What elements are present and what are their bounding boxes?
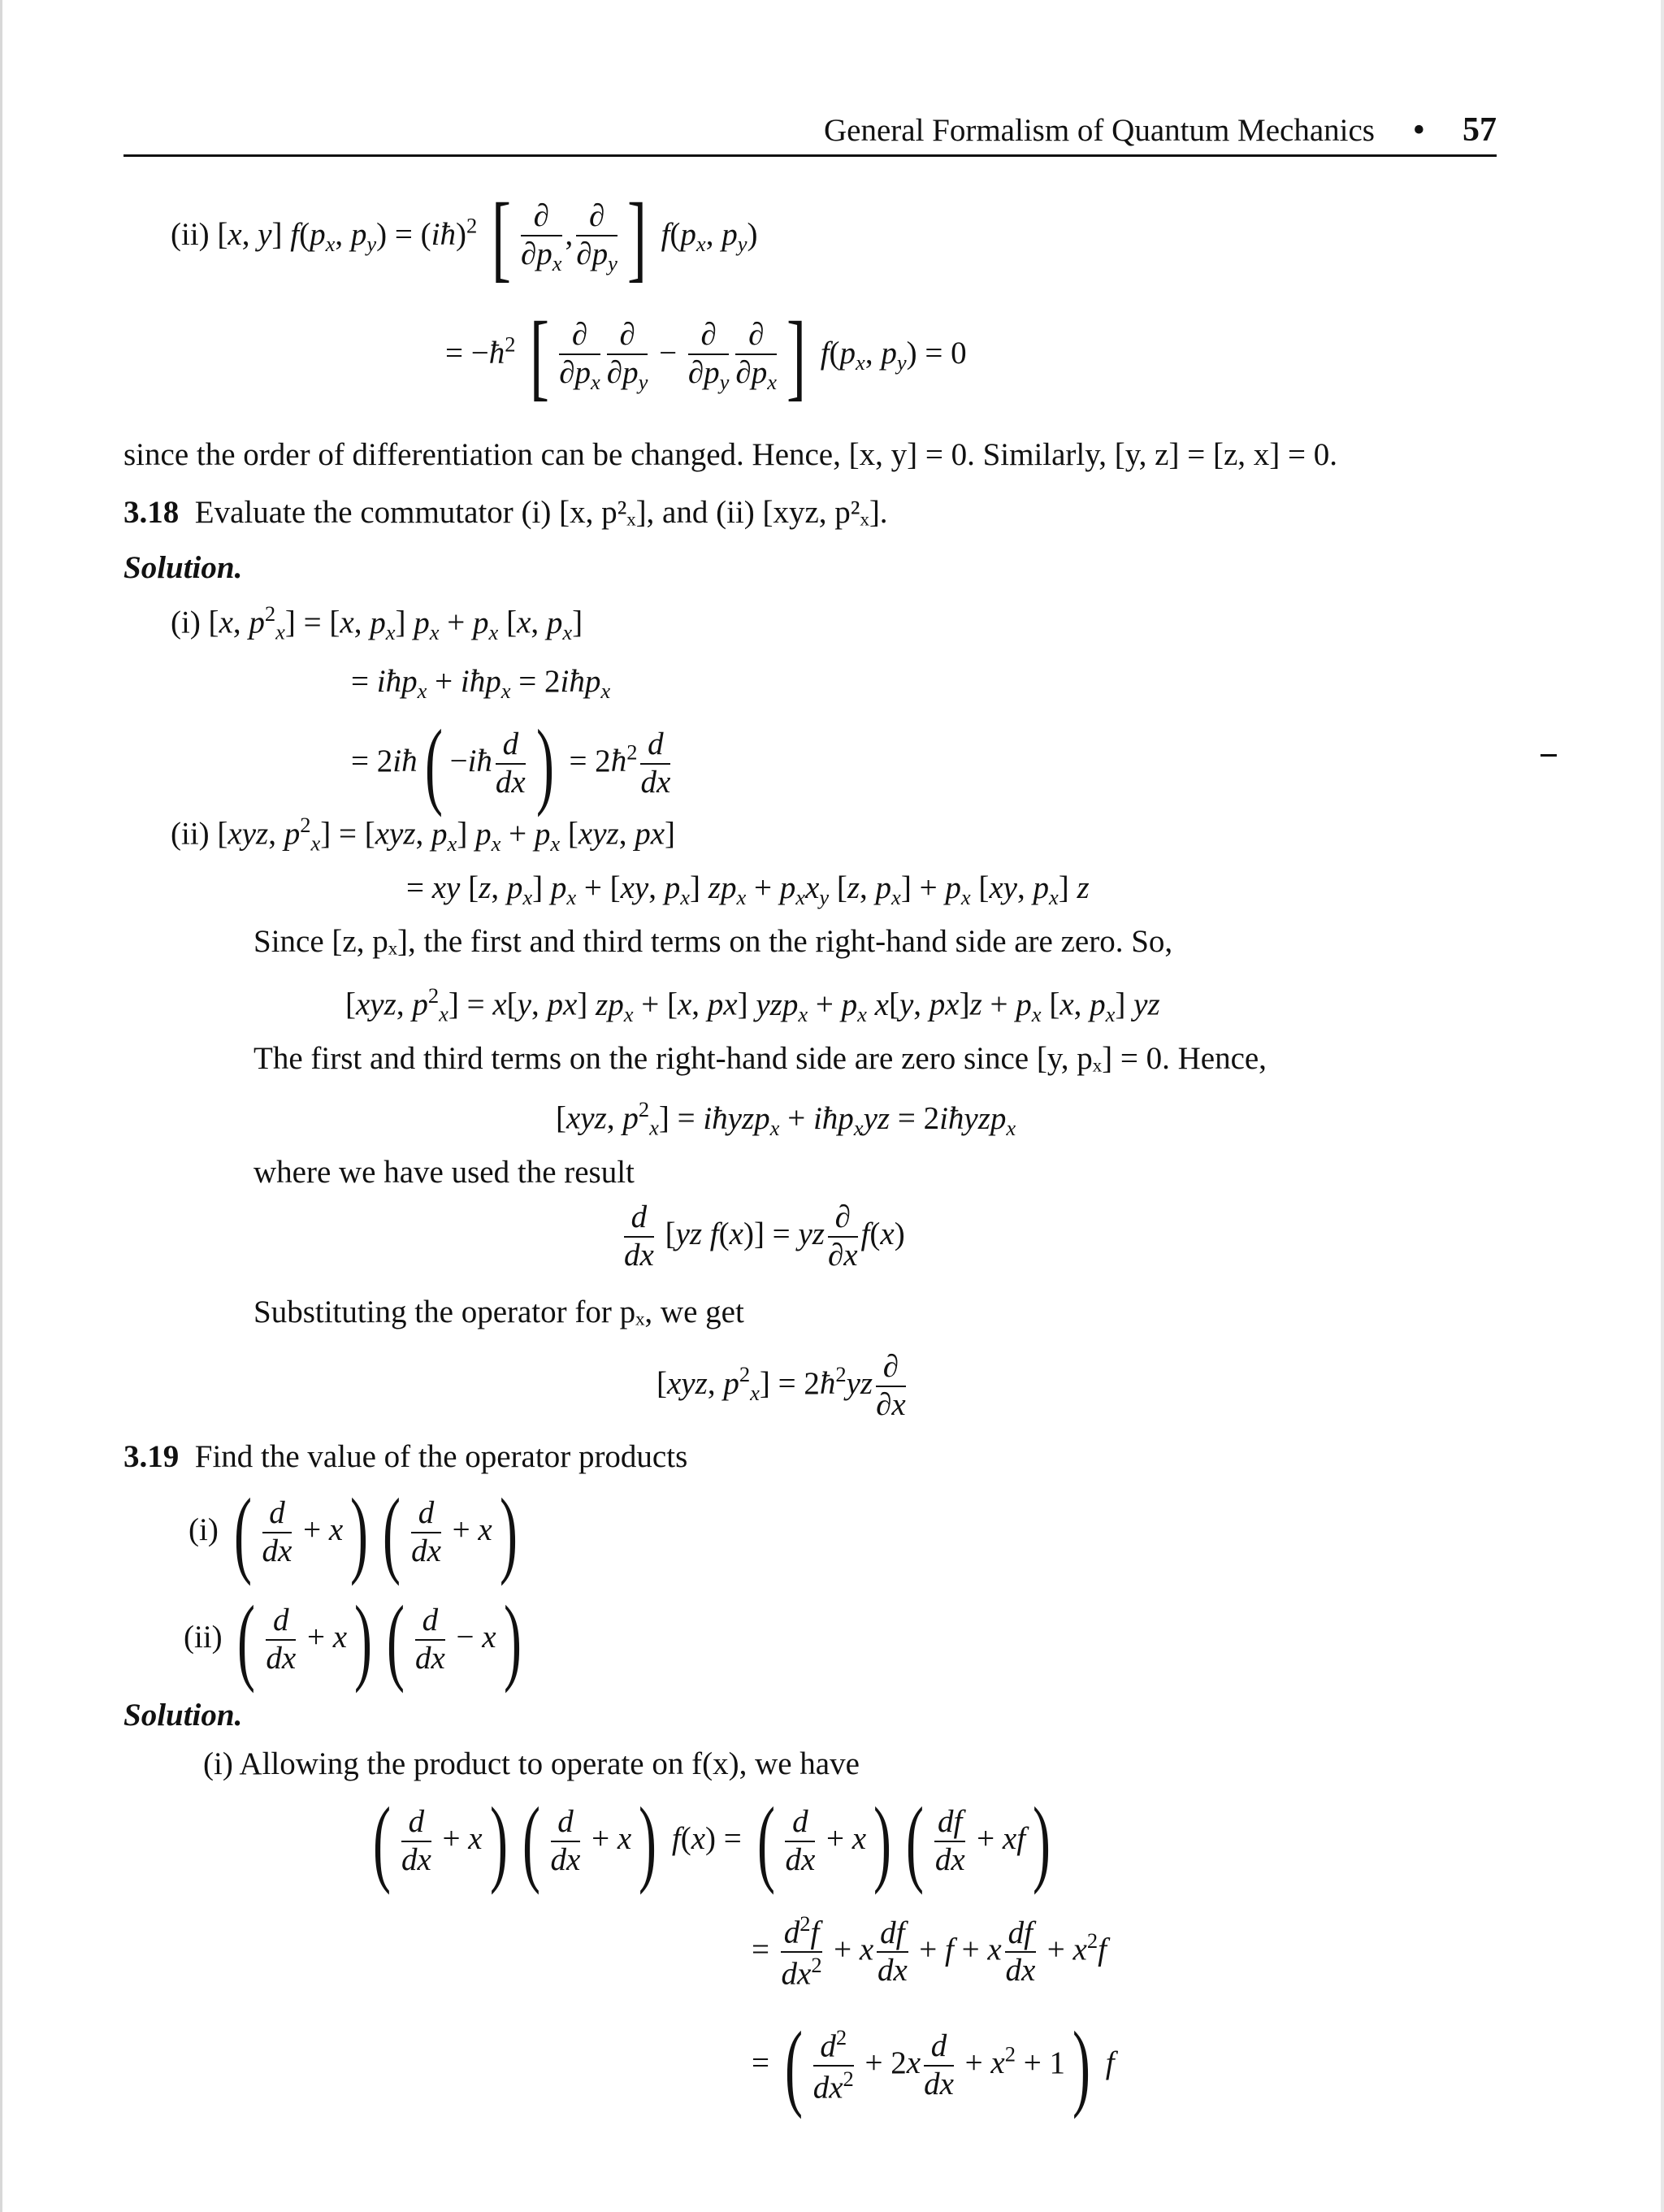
allowing-line: (i) Allowing the product to operate on f(x), we have — [203, 1746, 860, 1781]
page-number: 57 — [1462, 111, 1497, 149]
problem-number: 3.18 — [124, 495, 180, 530]
problem-3-19-heading — [124, 1438, 687, 1475]
first-third-line: The first and third terms on the right-hand side are zero since [y, pₓ] = 0. Hence, — [254, 1041, 1267, 1076]
since-line: Since [z, pₓ], the first and third terms on the right-hand side are zero. So, — [254, 924, 1173, 959]
equation-product-i-step3: = ( $\frac{d^2}{dx^2}$ + 2x $\frac{d}{dx}$ + $x^2 + 1$) f — [752, 2011, 1115, 2119]
intro-sentence: since the order of differentiation can be changed. Hence, [x, y] = 0. Similarly, [y, z] = [z, x] = 0. — [124, 437, 1337, 472]
solution-label-3-18: Solution. — [124, 550, 243, 585]
header-bullet: • — [1412, 110, 1425, 150]
operator-product-i: (i) ( $\frac{d}{dx}$ + x) ( $\frac{d}{dx}$ + x) — [188, 1478, 518, 1586]
page-right-edge — [1661, 0, 1664, 2212]
equation-product-i-step2: = $\frac{d^2f}{dx^2}$ + x $\frac{df}{dx}$ + f + x $\frac{df}{dx}$ + $x^2f$ — [752, 1911, 1107, 1992]
equation-derivative-identity: $\frac{d}{dx}$ [yz f(x)] = yz $\frac{\partial}{\partial x}$ f(x) — [624, 1199, 905, 1273]
equation-xy-commutator: (ii) [x, y] $f(p_x$, $p_y$) = (iħ)$^2$ [ $\frac{\partial}{\partial p_x}$ , $\frac{\partial}{\partial p_y}$ ] $f(p_x$, $p_y$) — [171, 183, 758, 291]
equation-xyz-second: [xyz, $p^2_x] = x[y$, px] $zp_x + [x$, px] $yzp_x + p_x$ x[y, $px]z + p_x$ [x, $p_x$] yz — [345, 983, 1160, 1026]
equation-x-px2: (i) [x, $p^2_x] = [x$, $p_x$] $p_x + p_x$ [x, $p_x$] — [171, 601, 583, 644]
problem-3-18-heading — [124, 494, 888, 531]
problem-number: 3.19 — [124, 1439, 180, 1474]
substituting-line: Substituting the operator for pₓ, we get — [254, 1295, 744, 1329]
equation-xy-expanded: = $-ħ^2$ [ $\frac{\partial}{\partial p_x}$ $\frac{\partial}{\partial p_y}$ − $\frac{\partial}{\partial p_y}$ $\frac{\partial}{\partial p_x}$ ] $f(p_x$, $p_y) = 0$ — [445, 301, 967, 410]
running-header — [124, 112, 1497, 157]
running-title: General Formalism of Quantum Mechanics — [824, 113, 1375, 148]
problem-statement: Find the value of the operator products — [194, 1439, 688, 1474]
equation-x-px2-step2: = iħp$_x$ + iħp$_x$ = 2iħp$_x$ — [351, 664, 611, 703]
equation-product-i: ( $\frac{d}{dx}$ + x) ( $\frac{d}{dx}$ + x) f(x) = ( $\frac{d}{dx}$ + x) ( $\frac{df}{dx}$ + xf) — [372, 1787, 1051, 1895]
equation-x-px2-step3: = 2iħ( −iħ $\frac{d}{dx}$ ) = $2ħ^2$ $\frac{d}{dx}$ — [351, 709, 671, 818]
equation-xyz-px2: (ii) [xyz, $p^2_x] = [xyz$, $p_x$] $p_x + p_x$ [xyz, px] — [171, 813, 676, 856]
problem-statement: Evaluate the commutator (i) [x, p²ₓ], and (ii) [xyz, p²ₓ]. — [194, 495, 888, 530]
equation-xyz-final: [xyz, $p^2_x$] = $2ħ^2yz$ $\frac{\partial}{\partial x}$ — [656, 1349, 906, 1422]
operator-product-ii: (ii) ( $\frac{d}{dx}$ + x) ( $\frac{d}{dx}$ − x) — [184, 1585, 522, 1694]
margin-dash — [1540, 754, 1557, 757]
where-line: where we have used the result — [254, 1155, 635, 1190]
equation-xyz-result: [xyz, $p^2_x$] = iħyzp$_x$ + iħp$_x$yz = 2iħyzp$_x$ — [556, 1097, 1016, 1140]
solution-label-3-19: Solution. — [124, 1698, 243, 1733]
equation-xyz-expanded: = xy [z, $p_x$] $p_x + [xy$, $p_x$] $zp_x + p_xx_y$ [z, $p_x] + p_x$ [xy, $p_x$] z — [406, 870, 1090, 909]
page-left-edge — [0, 0, 2, 2212]
